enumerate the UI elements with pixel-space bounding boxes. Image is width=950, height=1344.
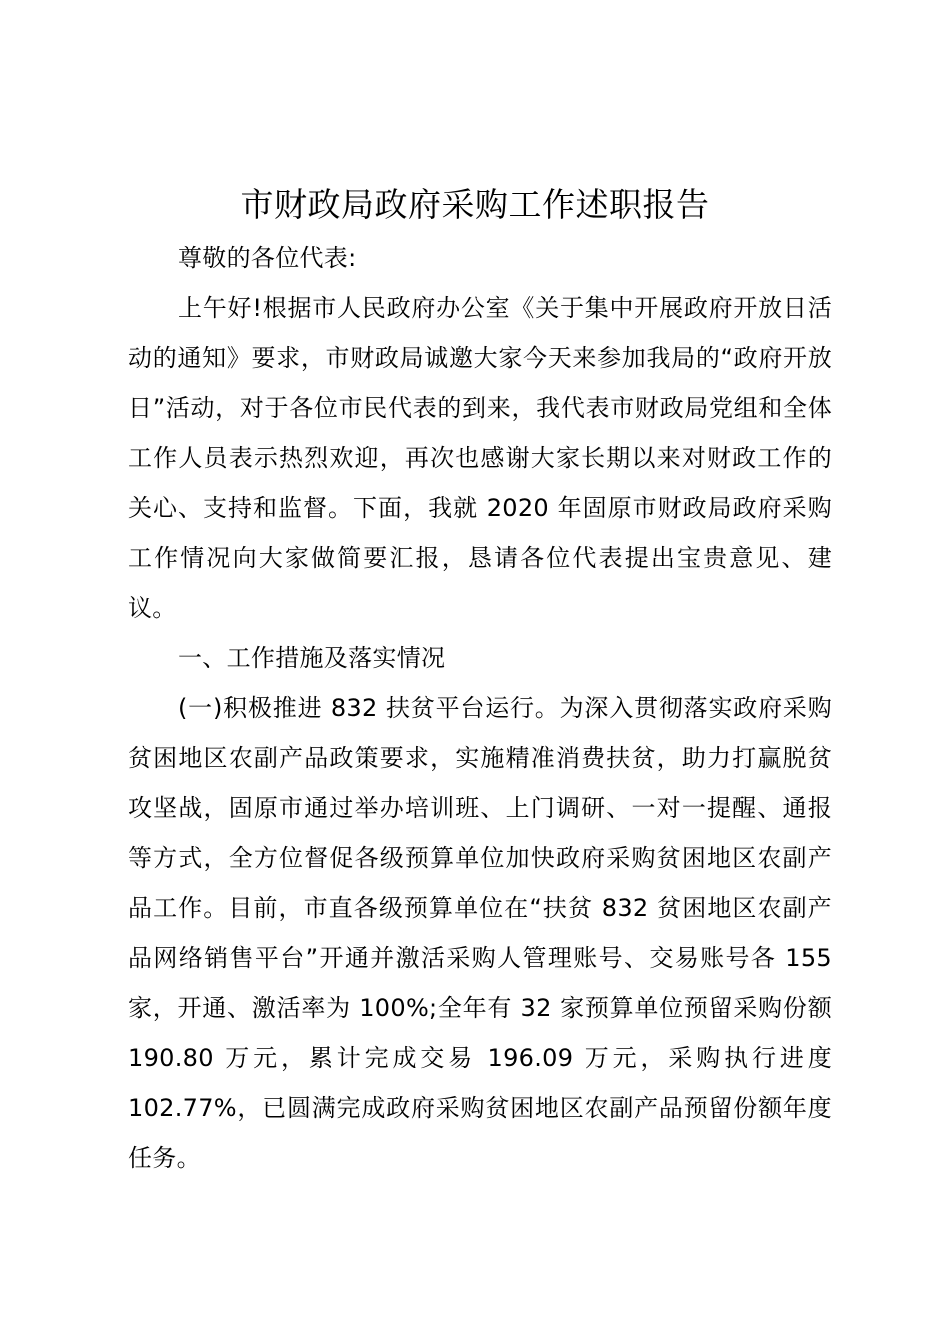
- opening-paragraph: 上午好!根据市人民政府办公室《关于集中开展政府开放日活动的通知》要求，市财政局诚邀大家今天来参加我局的“政府开放日”活动，对于各位市民代表的到来，我代表市财政局党组和全体工作人员表示热烈欢迎，再次也感谢大家长期以来对财政工作的关心、支持和监督。下面，我就 2020 年固原市财政局政府采购工作情况向大家做简要汇报，恳请各位代表提出宝贵意见、建议。: [128, 294, 832, 622]
- salutation-paragraph: 尊敬的各位代表:: [178, 244, 357, 272]
- document-title: 市财政局政府采购工作述职报告: [240, 185, 710, 224]
- subsection-paragraph: (一)积极推进 832 扶贫平台运行。为深入贯彻落实政府采购贫困地区农副产品政策要求，实施精准消费扶贫，助力打赢脱贫攻坚战，固原市通过举办培训班、上门调研、一对一提醒、通报等方式，全方位督促各级预算单位加快政府采购贫困地区农副产品工作。目前，市直各级预算单位在“扶贫 832 贫困地区农副产品网络销售平台”开通并激活采购人管理账号、交易账号各 155 家，开通、激活率为 100%;全年有 32 家预算单位预留采购份额 190.80 万元，累计完成交易 196.09 万元，采购执行进度 102.77%，已圆满完成政府采购贫困地区农副产品预留份额年度任务。: [128, 694, 832, 1172]
- document-body: [128, 233, 832, 1183]
- section-heading: 一、工作措施及落实情况: [178, 644, 446, 672]
